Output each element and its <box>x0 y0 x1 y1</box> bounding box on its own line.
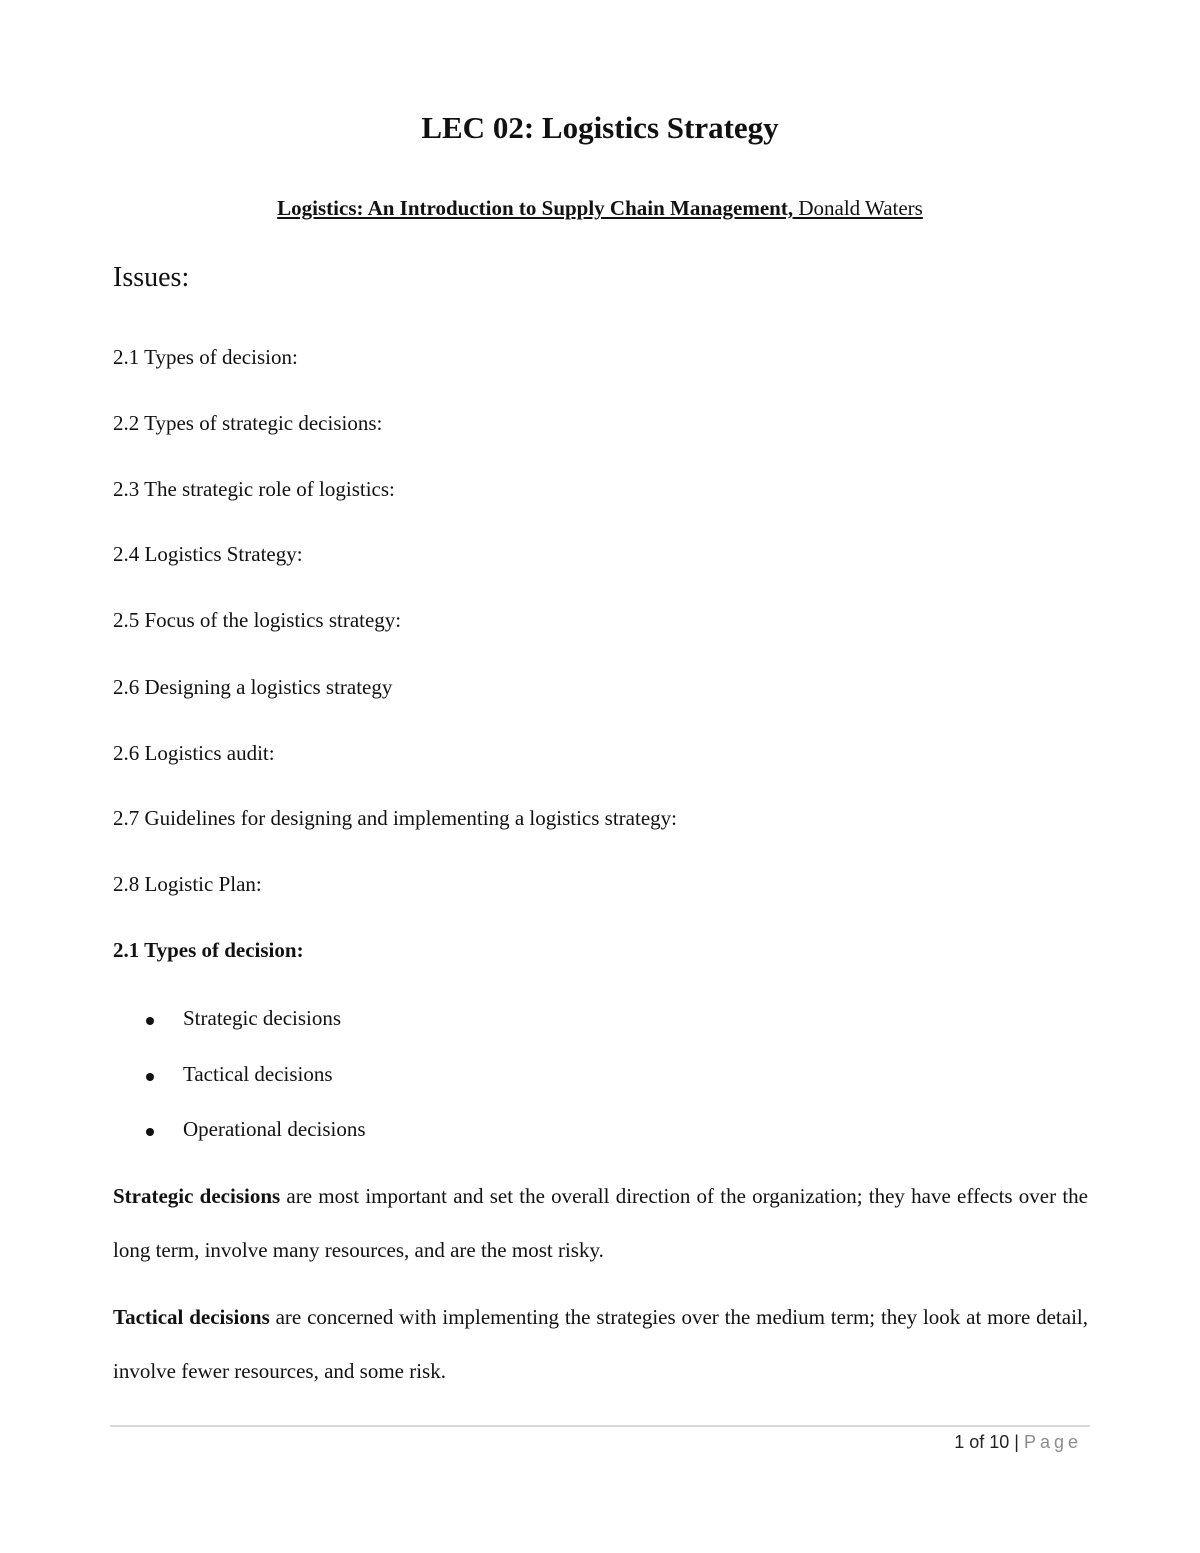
issue-item: 2.4 Logistics Strategy: <box>113 542 303 566</box>
paragraph-term: Strategic decisions <box>113 1184 281 1208</box>
page-footer <box>954 1432 1082 1453</box>
issue-item: 2.2 Types of strategic decisions: <box>113 411 383 435</box>
paragraph-text: are most important and set the overall direction of the organization; they have effects over the long term, involve many resources, and are the most risky. <box>113 1184 1088 1262</box>
section-heading: 2.1 Types of decision: <box>113 938 304 962</box>
issue-item: 2.5 Focus of the logistics strategy: <box>113 608 402 632</box>
footer-separator: | <box>1009 1432 1024 1452</box>
footer-divider <box>110 1425 1090 1427</box>
document-title: LEC 02: Logistics Strategy <box>421 110 779 145</box>
paragraph-tactical <box>113 1290 1088 1398</box>
issue-item: 2.6 Designing a logistics strategy <box>113 675 393 699</box>
reference-line <box>0 196 1200 221</box>
issue-item: 2.7 Guidelines for designing and implementing a logistics strategy: <box>113 806 677 830</box>
issue-item: 2.1 Types of decision: <box>113 345 298 369</box>
bullet-text: Strategic decisions <box>183 1006 342 1030</box>
paragraph-strategic <box>113 1169 1088 1277</box>
issues-heading: Issues: <box>113 262 190 293</box>
page-word: Page <box>1023 1432 1082 1452</box>
issue-item: 2.6 Logistics audit: <box>113 741 275 765</box>
bullet-dot-icon <box>146 1017 154 1025</box>
issue-item: 2.8 Logistic Plan: <box>113 872 262 896</box>
bullet-item <box>183 1006 341 1031</box>
bullet-dot-icon <box>146 1128 154 1136</box>
page-number: 1 of 10 <box>954 1432 1010 1452</box>
bullet-text: Operational decisions <box>183 1117 366 1141</box>
bullet-text: Tactical decisions <box>183 1062 333 1086</box>
reference-book-title: Logistics: An Introduction to Supply Chain Management, <box>277 196 794 220</box>
issue-item: 2.3 The strategic role of logistics: <box>113 477 395 501</box>
bullet-dot-icon <box>146 1073 154 1081</box>
bullet-item <box>183 1117 366 1142</box>
reference-author: Donald Waters <box>793 196 923 220</box>
bullet-item <box>183 1062 333 1087</box>
paragraph-text: are concerned with implementing the strategies over the medium term; they look at more detail, involve fewer resources, and some risk. <box>113 1305 1088 1383</box>
paragraph-term: Tactical decisions <box>113 1305 270 1329</box>
